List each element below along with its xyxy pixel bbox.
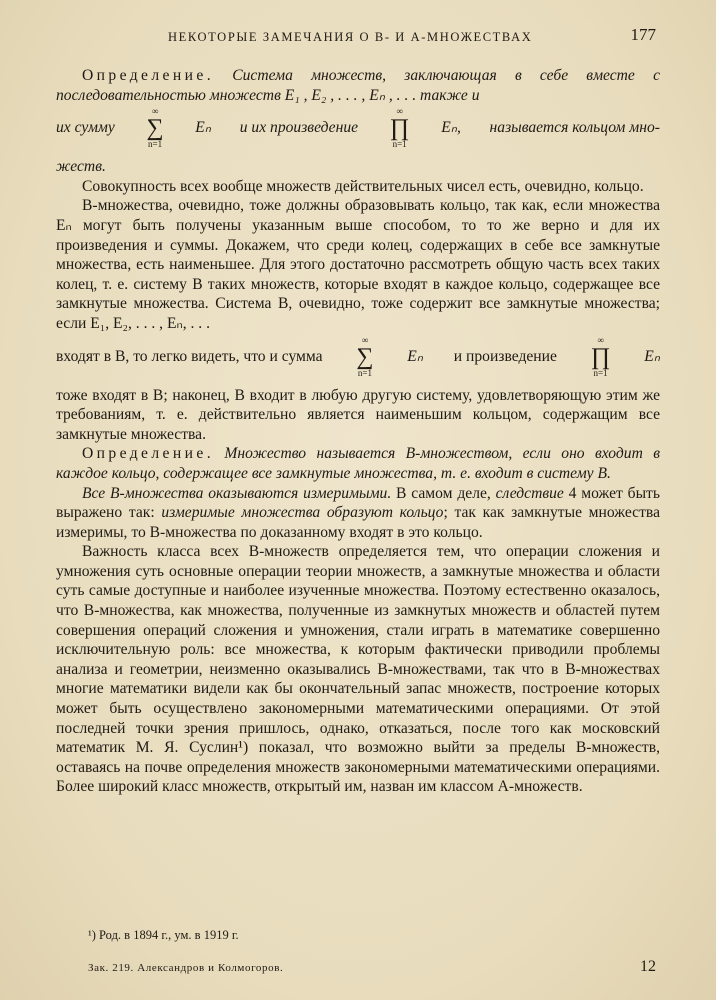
printer-imprint: [88, 958, 656, 975]
definition-term: Определение.: [82, 445, 214, 463]
product-symbol: ∞ ∏ n=1: [389, 106, 410, 150]
product-symbol: ∞ ∏ n=1: [590, 334, 611, 378]
definition-term: Определение.: [82, 67, 214, 84]
paragraph-measurability: Все B-множества оказываются измеримыми. В самом деле, следствие 4 может быть выражено так: измеримые множества образуют кольцо; так как замкнутые множества измеримы, то B-множества по доказанному входят в это кольцо.: [56, 484, 660, 541]
footnote: ¹) Род. в 1894 г., ум. в 1919 г.: [88, 928, 239, 942]
sum-symbol: ∞ ∑ n=1: [356, 334, 374, 378]
body-text: Определение. Система множеств, заключающая в себе вместе с последовательностью множеств E₁ , E₂ , . . . , Eₙ , . . . также и их сумму ∞ ∑ n=1 Eₙ и их произведение ∞ ∏ n=1 Eₙ, называется кольцом мно- жеств. Совокупность всех вообще множеств действительных чисел есть, очевидно, кольцо. B-множества, очевидно, тоже должны образовывать кольцо, так как, если множества Eₙ могут быть получены указанным выше способом, то то же верно и для их произведения и суммы. Докажем, что среди колец, содержащих в себе все замкнутые множества, есть наименьшее. Для этого достаточно рассмотреть общую часть всех таких колец, т. е. систему B таких множеств, которые входят в каждое кольцо, содержащее все замкнутые множества. Система B, очевидно, тоже содержит все замкнутые множества; если E₁, E₂, . . . , Eₙ, . . . входят в B, то легко видеть, что и сумма ∞ ∑ n=1 Eₙ и произведение ∞ ∏ n=1 Eₙ тоже входят в B; наконец, B входит в любую другую систему, удовлетворяющую этим же требованиям, т. е. действительно является наименьшим кольцом, содержащим все замкнутые множества. Определение. Множество называется B-множеством, если оно входит в каждое кольцо, содержащее все замкнутые множества, т. е. входит в систему B. Все B-множества оказываются измеримыми. В самом деле, следствие 4 может быть выражено так: измеримые множества образуют кольцо; так как замкнутые множества измеримы, то B-множества по доказанному входят в это кольцо. Важность класса всех B-множеств определяется тем, что операции сложения и умножения суть основные операции теории множеств, а замкнутые множества и области суть самые доступные и наиболее изученные множества. Поэтому естественно оказалось, что B-множества, как множества, полученные из замкнутых множеств и областей путем совершения операций сложения и умножения, стали играть в математике совершенно исключительную роль: все множества, к которым фактически приводили проблемы анализа и геометрии, неизменно оказывались B-множествами, так что в B-множествах многие математики видели как бы окончательный запас множеств, построение которых может быть осуществлено закономерными математическими операциями. От этой последней точки зрения пришлось, однако, отказаться, после того как московский математик М. Я. Суслин¹) показал, что возможно выйти за пределы B-множеств, оставаясь на почве определения множеств закономерными математическими операциями. Более широкий класс множеств, открытый им, назван им классом A-множеств.: [56, 67, 660, 796]
running-title: НЕКОТОРЫЕ ЗАМЕЧАНИЯ О B- И A-МНОЖЕСТВАХ: [168, 30, 533, 44]
sum-product-formula: входят в B, то легко видеть, что и сумма ∞ ∑ n=1 Eₙ и произведение ∞ ∏ n=1 Eₙ: [56, 334, 660, 378]
definition-2: Определение. Множество называется B-множеством, если оно входит в каждое кольцо, содержащее все замкнутые множества, т. е. входит в систему B.: [56, 445, 660, 482]
definition-1: Определение. Система множеств, заключающая в себе вместе с последовательностью множеств E₁ , E₂ , . . . , Eₙ , . . . также и: [56, 67, 660, 104]
signature-mark: 12: [640, 958, 656, 975]
paragraph-b-sets-ring: B-множества, очевидно, тоже должны образовывать кольцо, так как, если множества Eₙ могут быть получены указанным выше способом, то то же верно и для их произведения и суммы. Докажем, что среди колец, содержащих в себе все замкнутые множества, есть наименьшее. Для этого достаточно рассмотреть общую часть всех таких колец, т. е. систему B таких множеств, которые входят в каждое кольцо, содержащее все замкнутые множества. Система B, очевидно, тоже содержит все замкнутые множества; если E₁, E₂, . . . , Eₙ, . . .: [56, 197, 660, 332]
page-number: 177: [630, 25, 656, 44]
definition-1-formula: их сумму ∞ ∑ n=1 Eₙ и их произведение ∞ ∏ n=1 Eₙ, называется кольцом мно-: [56, 106, 660, 150]
running-header: [168, 25, 656, 45]
sum-symbol: ∞ ∑ n=1: [146, 106, 164, 150]
paragraph-importance: Важность класса всех B-множеств определяется тем, что операции сложения и умножения суть основные операции теории множеств, а замкнутые множества и области суть самые доступные и наиболее изученные множества. Поэтому естественно оказалось, что B-множества, как множества, полученные из замкнутых множеств и областей путем совершения операций сложения и умножения, стали играть в математике совершенно исключительную роль: все множества, к которым фактически приводили проблемы анализа и геометрии, неизменно оказывались B-множествами, так что в B-множествах многие математики видели как бы окончательный запас множеств, построение которых может быть осуществлено закономерными математическими операциями. От этой последней точки зрения пришлось, однако, отказаться, после того как московский математик М. Я. Суслин¹) показал, что возможно выйти за пределы B-множеств, оставаясь на почве определения множеств закономерными математическими операциями. Более широкий класс множеств, открытый им, назван им классом A-множеств.: [56, 543, 660, 796]
paragraph-ring-all-sets: Совокупность всех вообще множеств действительных чисел есть, очевидно, кольцо.: [82, 177, 644, 195]
imprint-text: Зак. 219. Александров и Колмогоров.: [88, 962, 284, 974]
paragraph-b-smallest-ring: тоже входят в B; наконец, B входит в любую другую систему, удовлетворяющую этим же требованиям, т. е. действительно является наименьшим кольцом, содержащим все замкнутые множества.: [56, 386, 660, 443]
